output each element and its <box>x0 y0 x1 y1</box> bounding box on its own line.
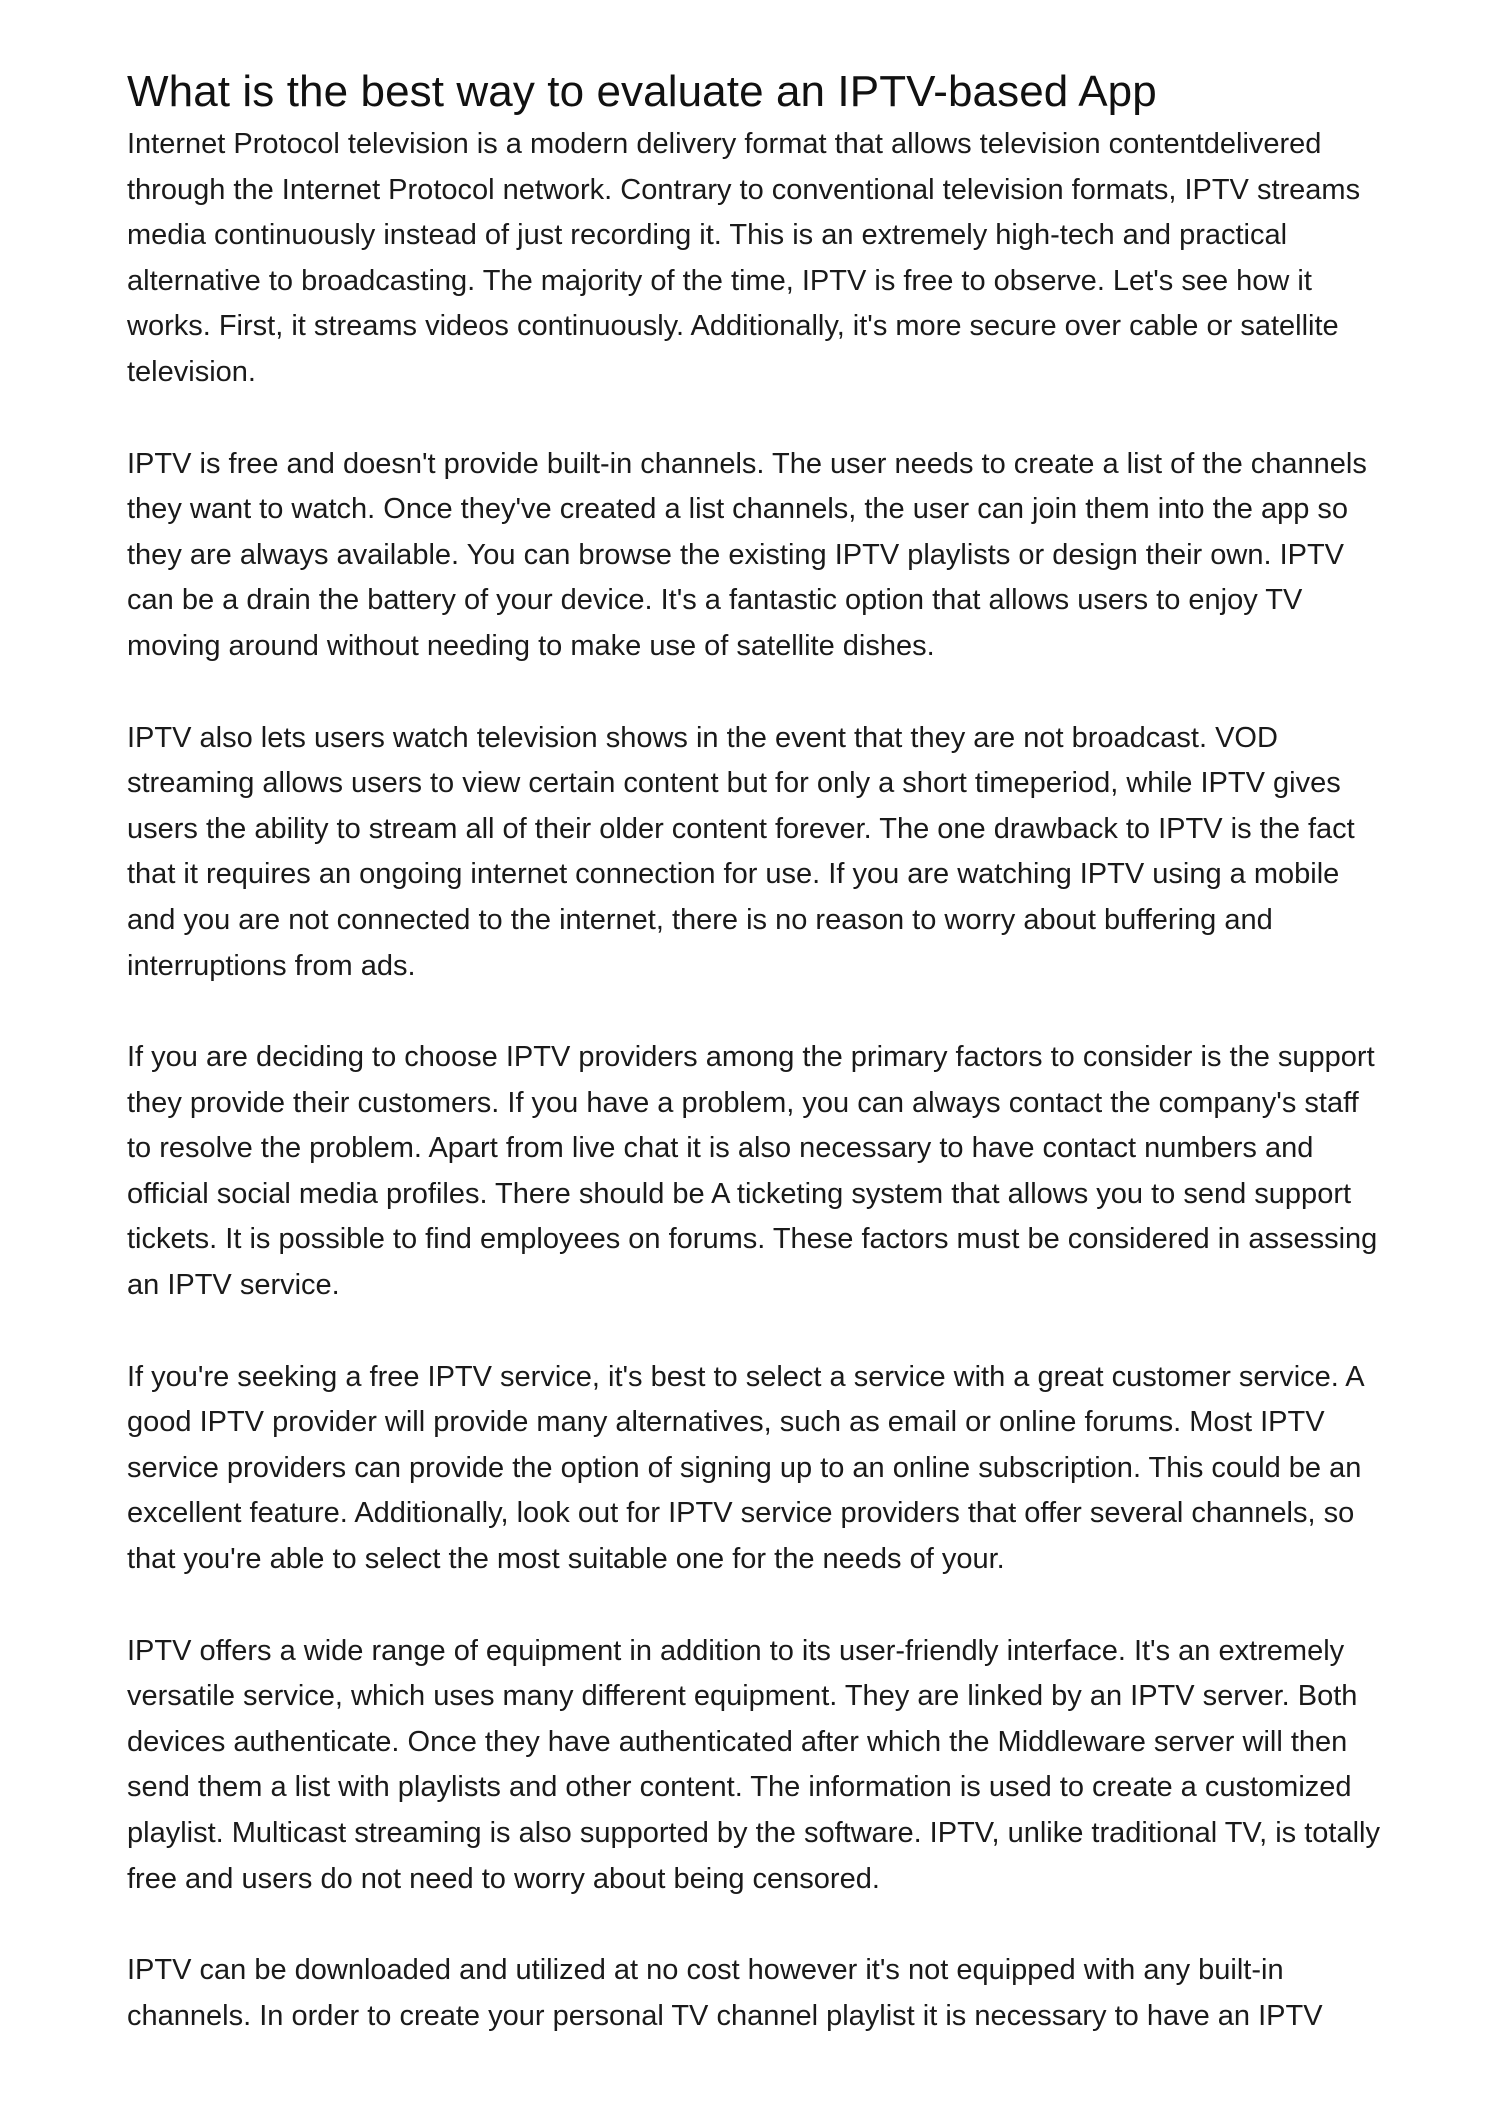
document-page <box>127 62 1387 2085</box>
paragraph-5: If you're seeking a free IPTV service, it's best to select a service with a great customer service. A good IPTV provider will provide many alternatives, such as email or online forums. Most IPTV service providers can provide the option of signing up to an online subscription. This could be an excellent feature. Additionally, look out for IPTV service providers that offer several channels, so that you're able to select the most suitable one for the needs of your. <box>127 1360 1364 1576</box>
paragraph-4: If you are deciding to choose IPTV providers among the primary factors to consider is the support they provide their customers. If you have a problem, you can always contact the company's staff to resolve the problem. Apart from live chat it is also necessary to have contact numbers and official social media profiles. There should be A ticketing system that allows you to send support tickets. It is possible to find employees on forums. These factors must be considered in assessing an IPTV service. <box>127 1041 1378 1302</box>
paragraph-1: Internet Protocol television is a modern delivery format that allows television contentdelivered through the Internet Protocol network. Contrary to conventional television formats, IPTV streams media continuously instead of just recording it. This is an extremely high-tech and practical alternative to broadcasting. The majority of the time, IPTV is free to observe. Let's see how it works. First, it streams videos continuously. Additionally, it's more secure over cable or satellite television. <box>127 128 1361 388</box>
paragraph-6: IPTV offers a wide range of equipment in addition to its user-friendly interface. It's an extremely versatile service, which uses many different equipment. They are linked by an IPTV server. Both devices authenticate. Once they have authenticated after which the Middleware server will then send them a list with playlists and other content. The information is used to create a customized playlist. Multicast streaming is also supported by the software. IPTV, unlike traditional TV, is totally free and users do not need to worry about being censored. <box>127 1634 1380 1895</box>
document-title: What is the best way to evaluate an IPTV-based App <box>127 67 1157 116</box>
paragraph-3: IPTV also lets users watch television shows in the event that they are not broadcast. VOD streaming allows users to view certain content but for only a short timeperiod, while IPTV gives users the ability to stream all of their older content forever. The one drawback to IPTV is the fact that it requires an ongoing internet connection for use. If you are watching IPTV using a mobile and you are not connected to the internet, there is no reason to worry about buffering and interruptions from ads. <box>127 721 1355 982</box>
paragraph-7: IPTV can be downloaded and utilized at no cost however it's not equipped with any built-in channels. In order to create your personal TV channel playlist it is necessary to have an IPTV <box>127 1954 1323 2032</box>
paragraph-2: IPTV is free and doesn't provide built-in channels. The user needs to create a list of the channels they want to watch. Once they've created a list channels, the user can join them into the app so they are always available. You can browse the existing IPTV playlists or design their own. IPTV can be a drain the battery of your device. It's a fantastic option that allows users to enjoy TV moving around without needing to make use of satellite dishes. <box>127 447 1367 662</box>
